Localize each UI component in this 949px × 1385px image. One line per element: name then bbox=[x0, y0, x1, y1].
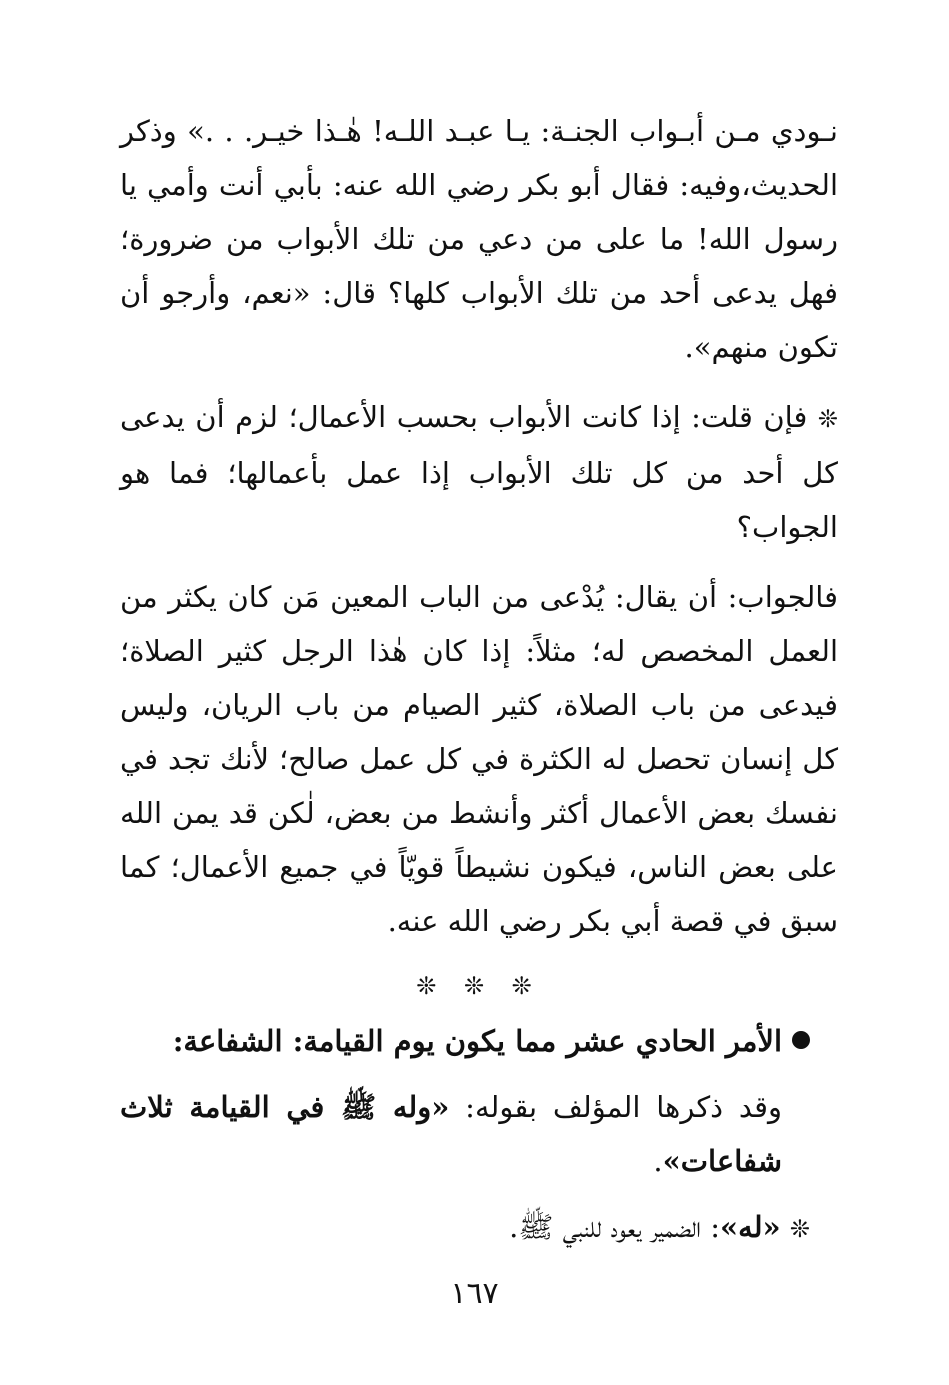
paragraph-2 bbox=[120, 390, 838, 554]
paragraph-3: فالجواب: أن يقال: يُدْعى من الباب المعين مَن كان يكثر من العمل المخصص له؛ مثلاً: إذا كان هٰذا الرجل كثير الصلاة؛ فيدعى من باب الصلاة، كثير الصيام من باب الريان، وليس كل إنسان تحصل له الكثرة في كل عمل صالح؛ لأنك تجد في نفسك بعض الأعمال أكثر وأنشط من بعض، لٰكن قد يمن الله على بعض الناس، فيكون نشيطاً قويّاً في جميع الأعمال؛ كما سبق في قصة أبي بكر رضي الله عنه. bbox=[120, 580, 838, 938]
paragraph-1: نـودي مـن أبـواب الجنـة: يـا عبـد اللـه! هٰـذا خيـر. . .» وذكر الحديث،وفيه: فقال أبو بكر رضي الله عنه: بأبي أنت وأمي يا رسول الله! ما على من دعي من تلك الأبواب من ضرورة؛ فهل يدعى أحد من تلك الأبواب كلها؟ قال: «نعم، وأرجو أن تكون منهم». bbox=[120, 114, 838, 364]
quote-tail: . bbox=[653, 1144, 663, 1178]
section-heading-text: الأمر الحادي عشر مما يكون يوم القيامة: الشفاعة: bbox=[172, 1024, 782, 1058]
quote-lead: وقد ذكرها المؤلف بقوله: bbox=[449, 1090, 782, 1124]
section-separator: ❊ ❊ ❊ bbox=[416, 972, 542, 1000]
page-body bbox=[120, 104, 838, 1256]
paragraph-2-text: فإن قلت: إذا كانت الأبواب بحسب الأعمال؛ لزم أن يدعى كل أحد من كل تلك الأبواب إذا عمل بأعمالها؛ فما هو الجواب؟ bbox=[120, 400, 838, 544]
quote-paragraph bbox=[120, 1080, 838, 1188]
note-text: : الضمير يعود للنبي ﷺ. bbox=[509, 1210, 721, 1244]
note-paragraph bbox=[120, 1200, 838, 1256]
asterism-icon: ❊ bbox=[789, 1215, 810, 1243]
asterism-icon: ❊ bbox=[817, 405, 838, 433]
author-quote: «وله ﷺ في القيامة ثلاث شفاعات» bbox=[120, 1090, 782, 1178]
note-term: «له» bbox=[720, 1210, 781, 1244]
section-heading bbox=[120, 1014, 838, 1068]
bullet-icon bbox=[792, 1031, 810, 1049]
page-number: ١٦٧ bbox=[450, 1276, 499, 1311]
